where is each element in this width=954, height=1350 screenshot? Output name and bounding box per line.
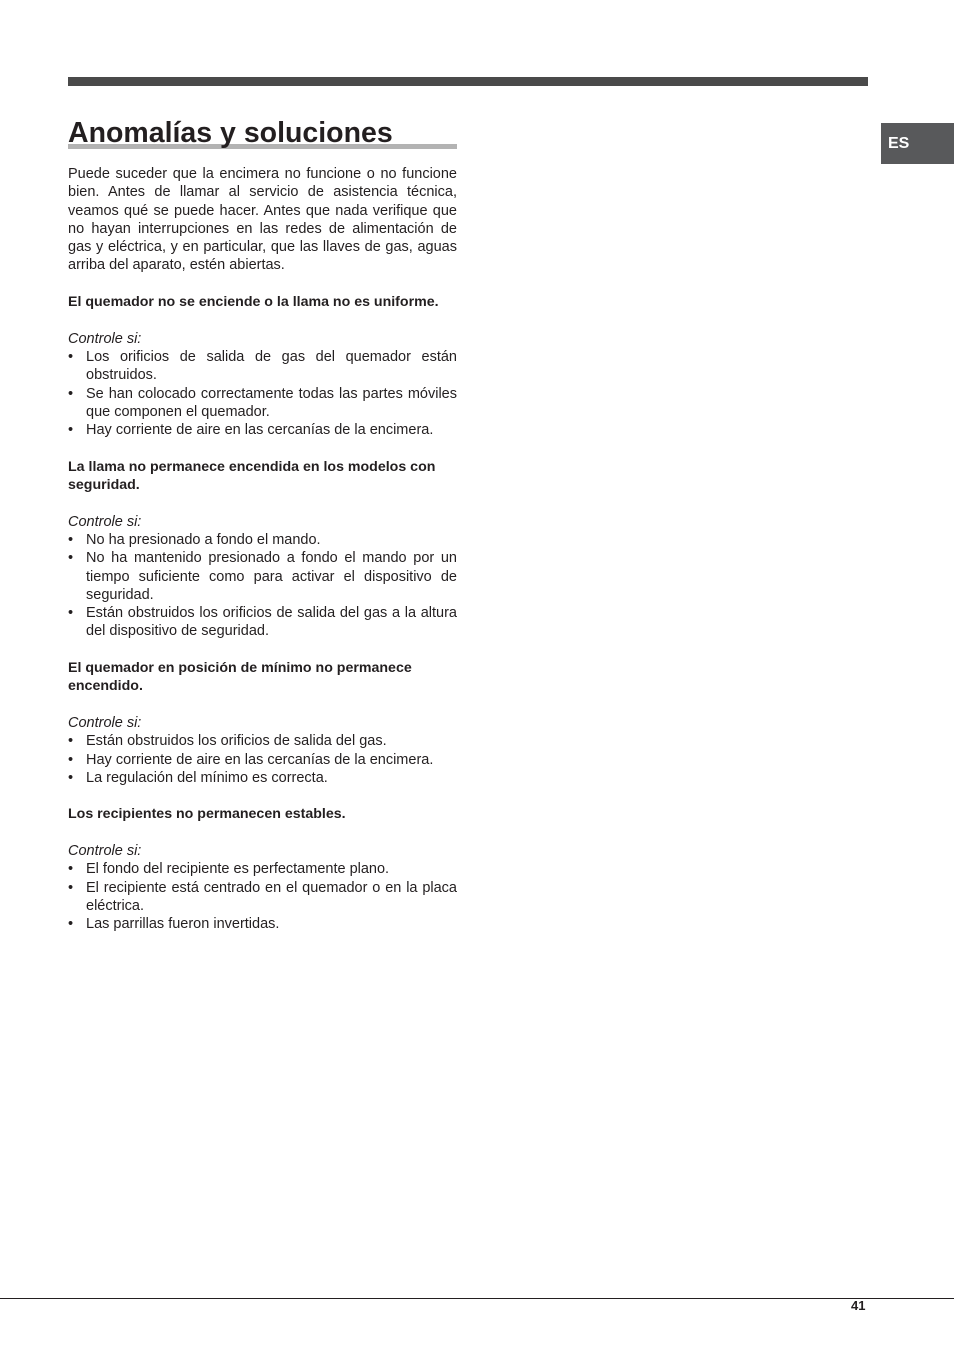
section-minimum-position: [68, 659, 457, 787]
list-item: • Se han colocado correctamente todas las partes móviles que componen el quemador.: [68, 385, 457, 422]
list-item: • Están obstruidos los orificios de salida del gas.: [68, 732, 457, 750]
check-label: Controle si:: [68, 513, 142, 530]
list-item: • Hay corriente de aire en las cercanías de la encimera.: [68, 751, 457, 769]
list-item: • El fondo del recipiente es perfectamente plano.: [68, 860, 457, 878]
section-heading: Los recipientes no permanecen estables.: [68, 806, 346, 823]
list-item: • Están obstruidos los orificios de salida del gas a la altura del dispositivo de seguridad.: [68, 604, 457, 641]
section-container-stability: [68, 805, 457, 933]
title-block: [68, 115, 457, 151]
page-title: Anomalías y soluciones: [68, 117, 393, 149]
list-item: • El recipiente está centrado en el quemador o en la placa eléctrica.: [68, 879, 457, 916]
language-tab: ES: [881, 123, 954, 164]
check-label: Controle si:: [68, 714, 142, 731]
section-heading: El quemador en posición de mínimo no permanece encendido.: [68, 660, 412, 695]
list-item: • La regulación del mínimo es correcta.: [68, 769, 457, 787]
section-flame-safety: [68, 458, 457, 641]
header-rule: [68, 77, 868, 86]
list-item: • Las parrillas fueron invertidas.: [68, 915, 457, 933]
check-list: [68, 732, 457, 787]
main-content: [68, 165, 457, 952]
list-item: • Hay corriente de aire en las cercanías de la encimera.: [68, 421, 457, 439]
check-list: [68, 531, 457, 641]
check-list: [68, 348, 457, 439]
footer-rule: [0, 1298, 954, 1299]
section-heading: La llama no permanece encendida en los modelos con seguridad.: [68, 458, 436, 494]
section-burner-ignition: [68, 293, 457, 439]
check-list: [68, 860, 457, 933]
intro-paragraph: Puede suceder que la encimera no funcione o no funcione bien. Antes de llamar al servicio de asistencia técnica, veamos qué se puede hacer. Antes que nada verifique que no hayan interrupciones en las redes de alimentación de gas y eléctrica, y en particular, que las llaves de gas, aguas arriba del aparato, estén abiertas.: [68, 166, 457, 274]
page-number: 41: [851, 1298, 866, 1313]
list-item: • No ha mantenido presionado a fondo el mando por un tiempo suficiente como para activar el dispositivo de seguridad.: [68, 549, 457, 604]
check-label: Controle si:: [68, 842, 142, 859]
list-item: • Los orificios de salida de gas del quemador están obstruidos.: [68, 348, 457, 385]
list-item: • No ha presionado a fondo el mando.: [68, 531, 457, 549]
check-label: Controle si:: [68, 330, 142, 347]
section-heading: El quemador no se enciende o la llama no es uniforme.: [68, 294, 439, 311]
